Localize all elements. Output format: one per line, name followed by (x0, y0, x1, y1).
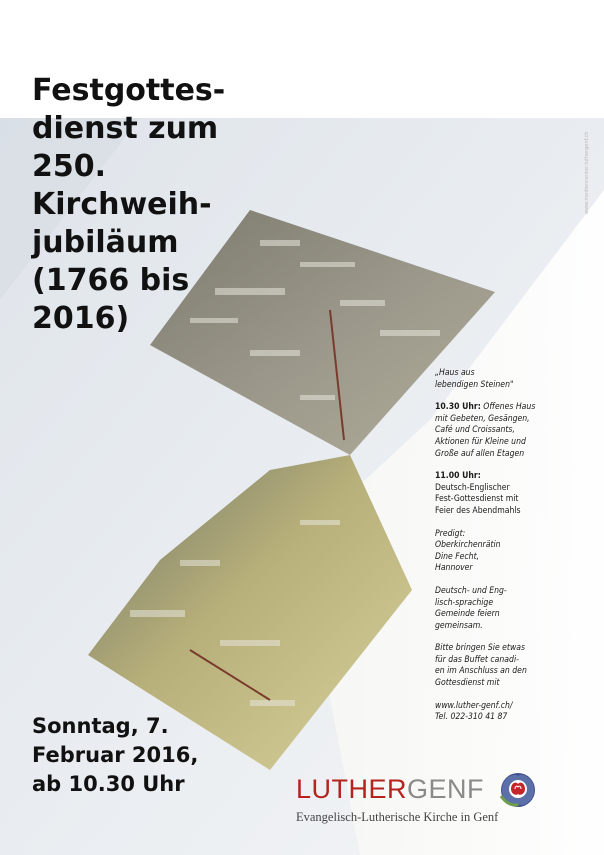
title-line: (1766 bis (32, 263, 190, 298)
event-date (32, 712, 292, 799)
predigt: Predigt: Oberkirchenrätin Dine Fecht, Hannover (435, 528, 501, 574)
date-line: ab 10.30 Uhr (32, 772, 185, 796)
buffet-note: Bitte bringen Sie etwas für das Buffet canadi- en im Anschluss an den Gottesdienst mit (435, 643, 527, 689)
phone-number: Tel. 022-310 41 87 (435, 712, 508, 723)
event-title (32, 72, 332, 338)
photo-credit: www.mediencenter.luthergenf.ch (584, 131, 590, 214)
brand-wordmark: LUTHERGENF (296, 774, 485, 804)
motto: „Haus aus lebendigen Steinen" (435, 368, 514, 390)
date-line: Sonntag, 7. (32, 714, 169, 738)
title-line: Festgottes- (32, 73, 226, 108)
date-line: Februar 2016, (32, 743, 199, 767)
program-info (435, 368, 595, 735)
website-link[interactable]: www.luther-genf.ch/ (435, 700, 513, 711)
item2-time: 11.00 Uhr: (435, 471, 481, 482)
title-line: 2016) (32, 301, 130, 336)
brand-logo (296, 774, 596, 836)
item1-time: 10.30 Uhr: (435, 402, 481, 413)
program-item-2: 11.00 Uhr: Deutsch-Englischer Fest-Gottesdienst mit Feier des Abendmahls (435, 471, 595, 517)
rose-logo-icon (496, 770, 540, 810)
gemeinde: Deutsch- und Eng- lisch-sprachige Gemeinde feiern gemeinsam. (435, 585, 507, 631)
title-line: jubiläum (32, 225, 179, 260)
title-line: dienst zum (32, 111, 219, 146)
title-line: 250. (32, 149, 107, 184)
brand-subtitle: Evangelisch-Lutherische Kirche in Genf (296, 810, 499, 824)
program-item-1: 10.30 Uhr: Offenes Haus mit Gebeten, Gesängen, Café und Croissants, Aktionen für Kleine und Große auf allen Etagen (435, 402, 536, 459)
title-line: Kirchweih- (32, 187, 212, 222)
contact (435, 701, 595, 724)
